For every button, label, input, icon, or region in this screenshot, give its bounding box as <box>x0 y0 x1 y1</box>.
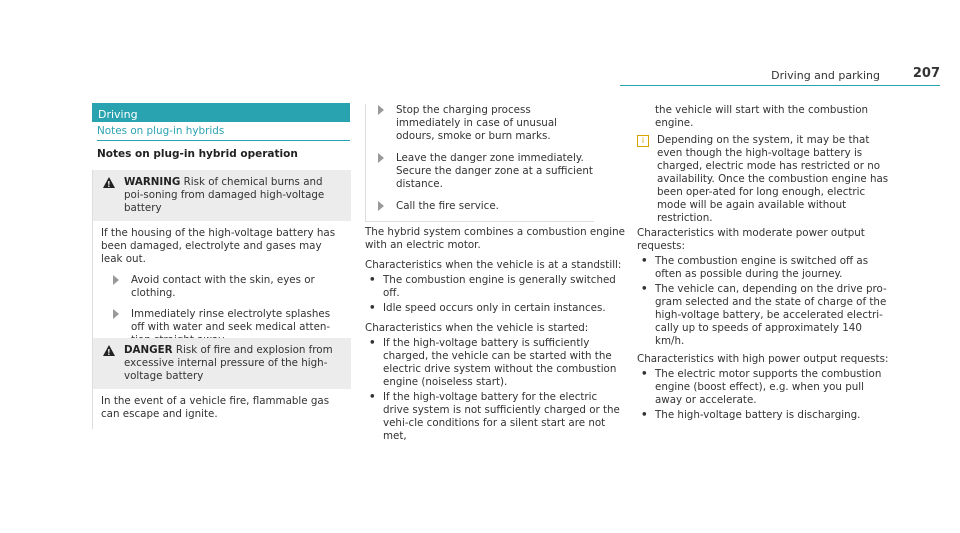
list-item: • The electric motor supports the combustion engine (boost effect), e.g. when you pull away or accelerate. <box>641 368 882 406</box>
danger-header <box>93 338 351 389</box>
list-item: • The combustion engine is generally switched off. <box>369 274 616 299</box>
arrow-right-icon <box>113 275 119 285</box>
info-icon: i <box>637 135 649 147</box>
warning-icon <box>103 177 115 188</box>
intro-text: The hybrid system combines a combustion engine with an electric motor. <box>365 226 625 251</box>
arrow-right-icon <box>378 153 384 163</box>
action-step <box>366 152 594 191</box>
step-text: Immediately rinse electrolyte splashes off with water and seek medical atten- <box>131 308 331 333</box>
chapter-bar <box>92 103 350 122</box>
danger-body <box>93 389 351 429</box>
page-number: 207 <box>912 66 940 81</box>
warning-body <box>93 221 351 355</box>
continuation-text: the vehicle will start with the combustion engine. <box>655 104 869 129</box>
step-text: Stop the charging process immediately in case of unusual odours, smoke or burn marks. <box>396 104 558 142</box>
right-column <box>637 104 889 422</box>
step-text: Avoid contact with the skin, eyes or clothing. <box>131 274 315 299</box>
action-step <box>366 200 594 213</box>
section-name: Driving and parking <box>771 69 880 82</box>
high-heading: Characteristics with high power output requests: <box>637 353 889 365</box>
danger-body-text: In the event of a vehicle fire, flammable gas can escape and ignite. <box>101 395 330 420</box>
warning-body-text: If the housing of the high-voltage battery has been damaged, electrolyte and gases may leak out. <box>101 227 336 265</box>
list-item: • The high-voltage battery is discharging. <box>641 409 861 421</box>
hybrid-description <box>365 226 625 443</box>
info-note <box>637 134 889 225</box>
list-item: • The combustion engine is switched off as often as possible during the journey. <box>641 255 869 280</box>
subheading: Notes on plug-in hybrids <box>97 125 350 141</box>
page-header <box>620 62 940 82</box>
section-title: Notes on plug-in hybrid operation <box>97 148 298 160</box>
moderate-heading: Characteristics with moderate power output requests: <box>637 227 865 252</box>
warning-box-chemical <box>92 170 351 355</box>
warning-text: Risk of chemical burns and poi-soning from damaged high-voltage battery <box>124 176 325 214</box>
danger-text: Risk of fire and explosion from excessive internal pressure of the high-voltage battery <box>124 344 333 382</box>
warning-keyword: WARNING <box>124 176 181 188</box>
warning-box-danger <box>92 338 351 429</box>
header-rule <box>620 85 940 86</box>
danger-keyword: DANGER <box>124 344 173 356</box>
arrow-right-icon <box>378 201 384 211</box>
action-step <box>366 104 594 143</box>
step-text: Call the fire service. <box>396 200 499 212</box>
warning-header <box>93 170 351 221</box>
list-item: • If the high-voltage battery for the electric drive system is not sufficiently charged or the vehi-cle conditions for a silent start are not met, <box>369 391 620 442</box>
arrow-right-icon <box>113 309 119 319</box>
list-item: • If the high-voltage battery is sufficiently charged, the vehicle can be started with the electric drive system without the combustion engine (noiseless start). <box>369 337 617 388</box>
info-text: Depending on the system, it may be that even though the high-voltage battery is charged, electric mode has restricted or no availability. Once the combustion engine has been oper-ated for long enough, electric mode will be again available without restriction. <box>657 134 889 224</box>
chapter-title: Driving <box>98 108 138 121</box>
danger-steps-continued <box>365 104 594 222</box>
started-heading: Characteristics when the vehicle is started: <box>365 322 589 334</box>
warning-icon <box>103 345 115 356</box>
action-step <box>101 274 343 300</box>
arrow-right-icon <box>378 105 384 115</box>
list-item: • The vehicle can, depending on the drive pro-gram selected and the state of charge of the high-voltage battery, be accelerated electri-cally up to speeds of approximately 140 km/h. <box>641 283 887 347</box>
list-item: • Idle speed occurs only in certain instances. <box>369 302 606 314</box>
standstill-heading: Characteristics when the vehicle is at a standstill: <box>365 259 622 271</box>
step-text: Leave the danger zone immediately. Secure the danger zone at a sufficient distance. <box>396 152 593 190</box>
